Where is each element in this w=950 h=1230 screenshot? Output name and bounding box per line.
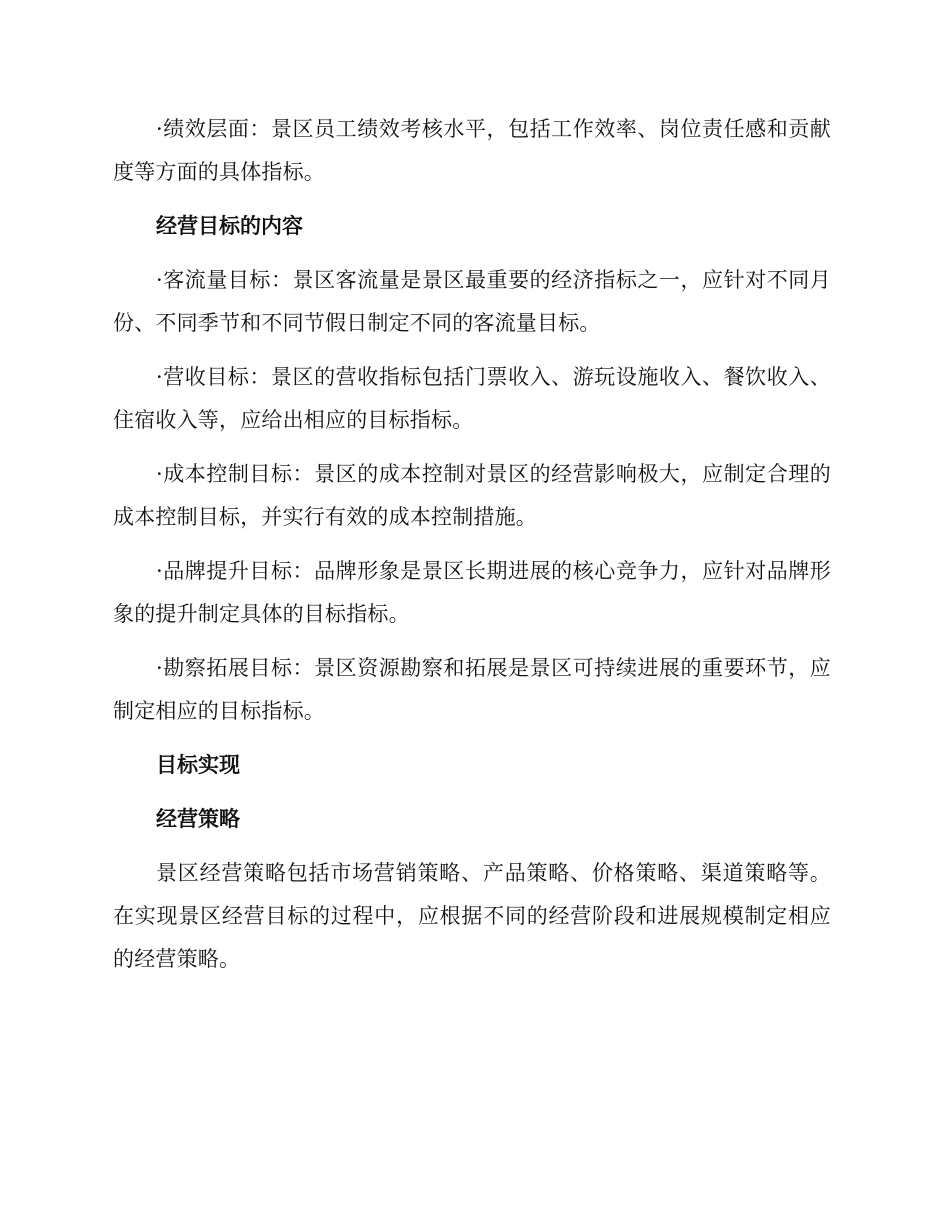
performance-level-item: ·绩效层面：景区员工绩效考核水平，包括工作效率、岗位责任感和贡献度等方面的具体指标。 bbox=[113, 117, 831, 184]
visitor-flow-goal-item: ·客流量目标：景区客流量是景区最重要的经济指标之一，应针对不同月份、不同季节和不同节假日制定不同的客流量目标。 bbox=[113, 268, 831, 335]
brand-goal-item: ·品牌提升目标：品牌形象是景区长期进展的核心竞争力，应针对品牌形象的提升制定具体的目标指标。 bbox=[113, 559, 831, 626]
cost-control-goal-item: ·成本控制目标：景区的成本控制对景区的经营影响极大，应制定合理的成本控制目标，并实行有效的成本控制措施。 bbox=[113, 462, 831, 529]
exploration-goal-item: ·勘察拓展目标：景区资源勘察和拓展是景区可持续进展的重要环节，应制定相应的目标指标。 bbox=[113, 656, 831, 723]
heading-goal-realization: 目标实现 bbox=[156, 753, 240, 777]
strategy-paragraph: 景区经营策略包括市场营销策略、产品策略、价格策略、渠道策略等。在实现景区经营目标的过程中，应根据不同的经营阶段和进展规模制定相应的经营策略。 bbox=[113, 861, 831, 971]
heading-business-goals-content: 经营目标的内容 bbox=[156, 214, 303, 238]
document-body bbox=[113, 108, 831, 992]
heading-business-strategy: 经营策略 bbox=[156, 807, 240, 831]
revenue-goal-item: ·营收目标：景区的营收指标包括门票收入、游玩设施收入、餐饮收入、住宿收入等，应给出相应的目标指标。 bbox=[113, 365, 831, 432]
